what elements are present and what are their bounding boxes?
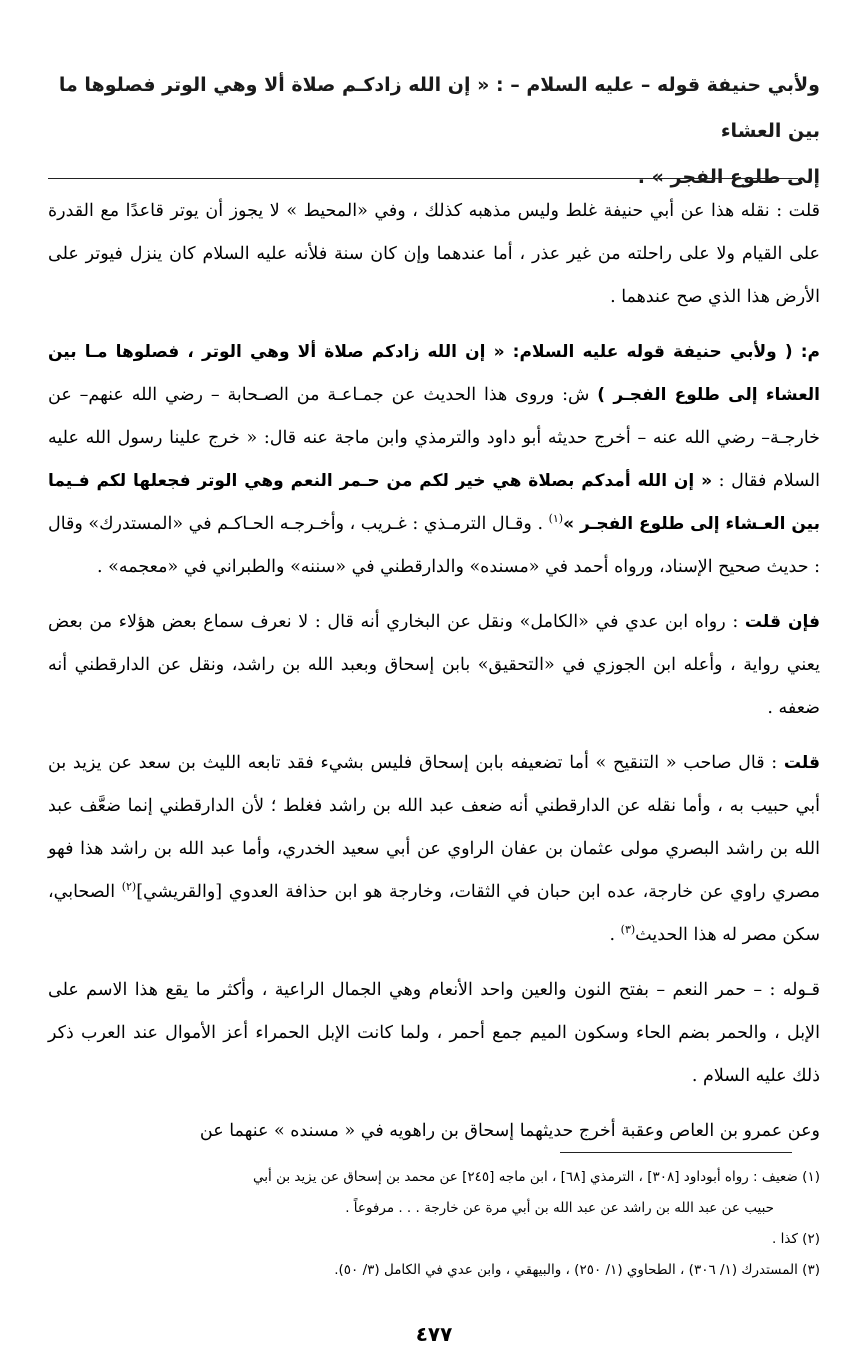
- top-divider: [48, 178, 798, 179]
- paragraph-3-lead: فإن قلت: [744, 612, 820, 632]
- paragraph-4-text-cont: الصحابي، سكن مصر له هذا الحديث: [48, 882, 820, 945]
- footnote-1-line-2: [48, 1193, 820, 1224]
- paragraph-4-lead: قلت: [783, 753, 820, 773]
- footnote-2: (٢) كذا .: [772, 1231, 820, 1247]
- footnote-ref-3[interactable]: (٣): [620, 923, 636, 937]
- footnote-divider: [560, 1152, 792, 1153]
- paragraph-4-end: .: [609, 925, 621, 945]
- footnote-ref-2[interactable]: (٢): [121, 880, 137, 894]
- heading-line-2: إلى طلوع الفجر » .: [637, 166, 820, 188]
- footnotes: [48, 1162, 820, 1286]
- footnote-1-line-1: (١) ضعيف : رواه أبوداود [٣٠٨] ، الترمذي [٦٨] ، ابن ماجه [٢٤٥] عن محمد بن إسحاق عن يزيد بن أبي: [253, 1169, 820, 1185]
- paragraph-6: وعن عمرو بن العاص وعقبة أخرج حديثهما إسحاق بن راهويه في « مسنده » عنهما عن: [199, 1121, 820, 1141]
- hadith-quote: « إن الله أمدكم بصلاة هي خير لكم من حـمر النعم وهي الوتر فجعلها لكم فـيما بين العـشاء إلى طلوع الفجـر »: [48, 471, 820, 534]
- page-number: ٤٧٧: [415, 1322, 453, 1346]
- page-heading: [48, 62, 820, 200]
- paragraph-1: قلت : نقله هذا عن أبي حنيفة غلط وليس مذهبه كذلك ، وفي «المحيط » لا يجوز أن يوتر قاعدًا مع القدرة على القيام ولا على راحلته من غير عذر ، أما عندهما وإن كان سنة فلأنه عليه السلام كان ينزل فيوتر على الأرض هذا الذي صح عندهما .: [48, 201, 820, 307]
- commentary-body: [48, 190, 820, 1165]
- footnote-ref-1[interactable]: (١): [548, 512, 564, 526]
- paragraph-3-text: : رواه ابن عدي في «الكامل» ونقل عن البخاري أنه قال : لا نعرف سماع بعض هؤلاء من بعض يعني رواية ، وأعله ابن الجوزي في «التحقيق» بابن إسحاق وبعبد الله بن راشد، ونقل عن الدارقطني أنه ضعفه .: [48, 612, 820, 718]
- paragraph-4: [48, 742, 820, 957]
- paragraph-2-tail: . وقـال الترمـذي : غـريب ، وأخـرجـه الحـاكـم في «المستدرك» وقال : حديث صحيح الإسناد، ورواه أحمد في «مسنده» والدارقطني في «سننه» والطبراني في «معجمه» .: [47, 514, 820, 577]
- footnote-3: (٣) المستدرك (١/ ٣٠٦) ، الطحاوي (١/ ٢٥٠) ، والبيهقي ، وابن عدي في الكامل (٣/ ٥٠).: [334, 1262, 820, 1278]
- heading-line-1: ولأبي حنيفة قوله – عليه السلام – : « إن الله زادكـم صلاة ألا وهي الوتر فصلوها ما بين العشاء: [58, 74, 820, 142]
- paragraph-3: [48, 601, 820, 730]
- paragraph-2: [48, 331, 820, 589]
- paragraph-5: قـوله : – حمر النعم – بفتح النون والعين واحد الأنعام وهي الجمال الراعية ، وأكثر ما يقع هذا الاسم على الإبل ، والحمر بضم الحاء وسكون الميم جمع أحمر ، ولما كانت الإبل الحمراء أعز الأموال عند العرب ذكر ذلك عليه السلام .: [48, 980, 820, 1086]
- footnote-1-line-2-text: حبيب عن عبد الله بن راشد عن عبد الله بن أبي مرة عن خارجة . . . مرفوعاً .: [345, 1200, 774, 1216]
- paragraph-4-text: : قال صاحب « التنقيح » أما تضعيفه بابن إسحاق فليس بشيء فقد تابعه الليث بن سعد عن يزيد بن أبي حبيب به ، وأما نقله عن الدارقطني أنه ضعف عبد الله بن راشد فغلط ؛ لأن الدارقطني إنما ضعَّف عبد الله بن راشد البصري مولى عثمان بن عفان الراوي عن أبي سعيد الخدري، وأما عبد الله بن راشد هذا فهو مصري راوي عن خارجة، عده ابن حبان في الثقات، وخارجة هو ابن حذافة العدوي [والقريشي]: [48, 753, 820, 902]
- matn-quote: م: ( ولأبي حنيفة قوله عليه السلام: « إن الله زادكم صلاة ألا وهي الوتر ، فصلوها مـا بين العشاء إلى طلوع الفجـر ): [48, 342, 821, 405]
- sharh-text: ش: وروى هذا الحديث عن جمـاعـة من الصـحابة – رضي الله عنهم– عن خارجـة– رضي الله عنه – أخرج حديثه أبو داود والترمذي وابن ماجة عنه قال: « خرج علينا رسول الله عليه السلام فقال :: [48, 385, 821, 491]
